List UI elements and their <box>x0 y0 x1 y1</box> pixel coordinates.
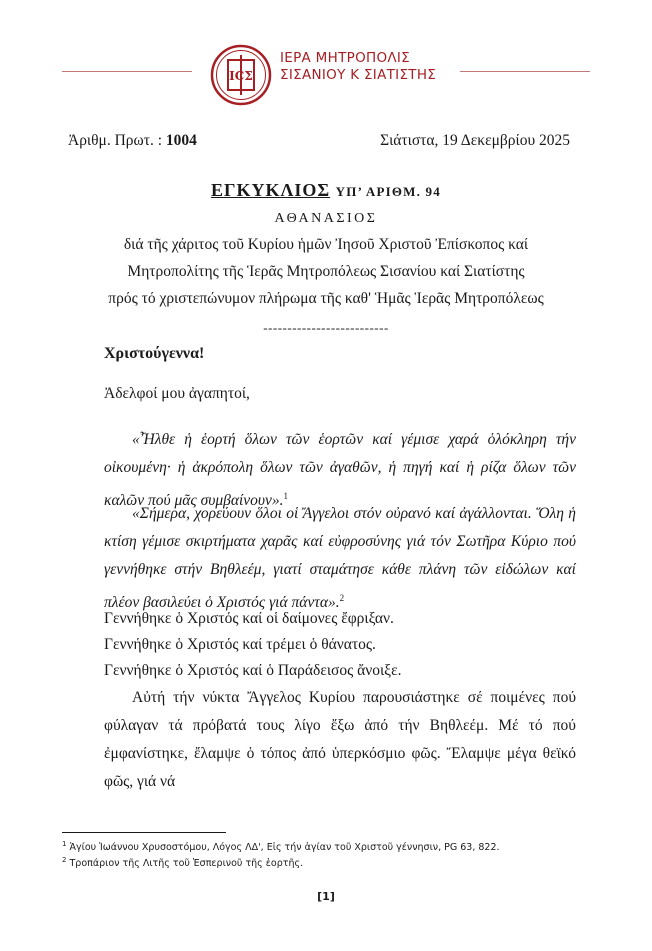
footnote-ref-1[interactable]: 1 <box>283 491 289 501</box>
document-title <box>0 180 652 201</box>
protocol-number <box>68 132 197 150</box>
footnote <box>62 840 500 853</box>
dedication-line: Μητροπολίτης τῆς Ἱερᾶς Μητροπόλεως Σισανίου καί Σιατίστης <box>127 263 525 280</box>
dedication-line: διά τῆς χάριτος τοῦ Κυρίου ἡμῶν Ἰησοῦ Χριστοῦ Ἐπίσκοπος καί <box>123 236 529 253</box>
separator-line: -------------------------- <box>263 320 389 335</box>
text-line: Γεννήθηκε ὁ Χριστός καί τρέμει ὁ θάνατος. <box>104 636 376 653</box>
quote-text-1: «Ἦλθε ἡ ἑορτή ὅλων τῶν ἑορτῶν καί γέμισε χαρά ὁλόκληρη τήν οἰκουμένη· ἡ ἀκρόπολη ὅλων τῶν ἀγαθῶν, ἡ πηγή καί ἡ ρίζα ὅλων τῶν καλῶν πού μᾶς συμβαίνουν». <box>104 431 576 510</box>
quote-paragraph-2 <box>104 500 576 617</box>
metropolis-seal-icon <box>210 44 272 106</box>
text-line: Γεννήθηκε ὁ Χριστός καί οἱ δαίμονες ἔφριξαν. <box>104 610 394 627</box>
org-line-2: ΣΙΣΑΝΙΟΥ Κ ΣΙΑΤΙΣΤΗΣ <box>280 67 437 83</box>
svg-text:ΙCΣ: ΙCΣ <box>229 69 253 83</box>
title-sub: ΥΠ’ ΑΡΙΘΜ. 94 <box>335 184 441 199</box>
bishop-name: ΑΘΑΝΑΣΙΟΣ <box>274 211 378 226</box>
footnote-number: 2 <box>62 856 67 864</box>
protocol-label: Ἀριθμ. Πρωτ. : <box>68 132 162 149</box>
org-line-1: ΙΕΡΑ ΜΗΤΡΟΠΟΛΙΣ <box>280 50 411 66</box>
footnote-text: Τροπάριον τῆς Λιτῆς τοῦ Ἑσπερινοῦ τῆς ἑορτῆς. <box>66 858 304 870</box>
organization-name <box>280 50 436 84</box>
page-number: [1] <box>317 890 335 903</box>
footnote-number: 1 <box>62 840 67 848</box>
header-rule-left <box>62 71 192 72</box>
dedication-line: πρός τό χριστεπώνυμον πλήρωμα τῆς καθ' Ἡμᾶς Ἱερᾶς Μητροπόλεως <box>108 290 544 307</box>
footnote-ref-2[interactable]: 2 <box>339 593 345 603</box>
document-date: Σιάτιστα, 19 Δεκεμβρίου 2025 <box>380 132 570 149</box>
protocol-value: 1004 <box>165 132 197 149</box>
footnote-text: Ἁγίου Ἰωάννου Χρυσοστόμου, Λόγος ΛΔ', Εἰς τήν ἁγίαν τοῦ Χριστοῦ γέννησιν, PG 63, 822. <box>66 842 500 854</box>
title-main: ΕΓΚΥΚΛΙΟΣ <box>211 180 331 200</box>
salutation: Ἀδελφοί μου ἀγαπητοί, <box>104 385 250 402</box>
footnote <box>62 856 303 869</box>
header-rule-right <box>460 71 590 72</box>
footnote-rule <box>62 832 226 833</box>
quote-text-2: «Σήμερα, χορεύουν ὅλοι οἱ Ἄγγελοι στόν οὐρανό καί ἀγάλλονται. Ὅλη ἡ κτίση γέμισε σκιρτήματα χαρᾶς καί εὐφροσύνης γιά τόν Σωτῆρα Κύριο πού γεννήθηκε στήν Βηθλεέμ, γιατί σταμάτησε κάθε πλάνη τῶν εἰδώλων καί πλέον βασιλεύει ὁ Χριστός γιά πάντα». <box>104 505 576 612</box>
greeting-heading: Χριστούγεννα! <box>104 345 205 362</box>
text-line: Γεννήθηκε ὁ Χριστός καί ὁ Παράδεισος ἄνοιξε. <box>104 662 402 679</box>
body-paragraph: Αὐτή τήν νύκτα Ἄγγελος Κυρίου παρουσιάστηκε σέ ποιμένες πού φύλαγαν τά πρόβατά τους λίγο ἔξω ἀπό τήν Βηθλεέμ. Μέ τό πού ἐμφανίστηκε, ἔλαμψε ὁ τόπος ἀπό ὑπερκόσμιο φῶς. Ἔλαμψε μέγα θεϊκό φῶς, γιά νά <box>104 689 576 790</box>
letterhead <box>62 44 590 104</box>
